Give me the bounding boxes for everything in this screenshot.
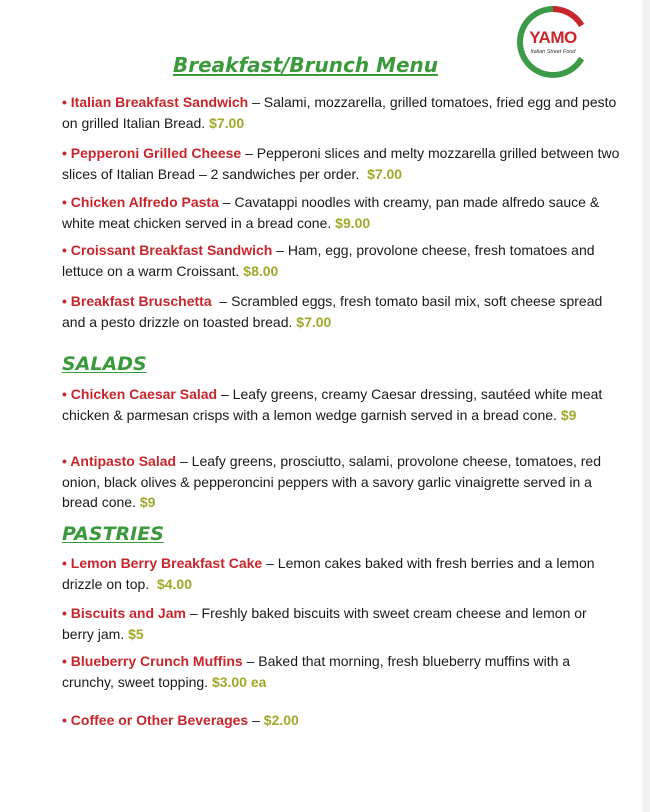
item-name: Lemon Berry Breakfast Cake xyxy=(70,555,263,571)
item-price: $9 xyxy=(139,494,156,510)
item-price: $2.00 xyxy=(263,712,299,728)
item-name: Italian Breakfast Sandwich xyxy=(70,94,249,110)
item-description: Lemon cakes baked with fresh berries and a lemon drizzle on top. xyxy=(62,555,595,592)
item-description: Pepperoni slices and melty mozzarella grilled between two slices of Italian Bread – 2 sandwiches per order. xyxy=(62,145,620,182)
pastries-heading: PASTRIES xyxy=(62,523,164,545)
item-price: $4.00 xyxy=(156,575,192,592)
menu-title: Breakfast/Brunch Menu xyxy=(173,53,439,77)
item-name: Blueberry Crunch Muffins xyxy=(70,653,243,669)
item-description: Salami, mozzarella, grilled tomatoes, fried egg and pesto on grilled Italian Bread. xyxy=(62,94,617,131)
menu-item: • Antipasto Salad – Leafy greens, prosciutto, salami, provolone cheese, tomatoes, red onion, black olives & pepperoncini peppers with a savory garlic vinaigrette served in a bread cone. $9 xyxy=(62,453,601,510)
page-edge xyxy=(642,0,650,812)
yamo-logo xyxy=(517,6,589,78)
item-name: Antipasto Salad xyxy=(70,453,177,469)
item-name: Breakfast Bruschetta xyxy=(70,293,212,309)
menu-item: • Croissant Breakfast Sandwich – Ham, egg, provolone cheese, fresh tomatoes and lettuce on a warm Croissant. $8.00 xyxy=(62,242,595,279)
menu-item: • Lemon Berry Breakfast Cake – Lemon cakes baked with fresh berries and a lemon drizzle on top. $4.00 xyxy=(62,555,595,592)
item-name: Coffee or Other Beverages xyxy=(70,712,249,728)
item-name: Pepperoni Grilled Cheese xyxy=(70,145,242,161)
item-description: Leafy greens, prosciutto, salami, provolone cheese, tomatoes, red onion, black olives & pepperoncini peppers with a savory garlic vinaigrette served in a bread cone. xyxy=(62,453,601,510)
item-price: $5 xyxy=(128,625,144,642)
item-price: $9 xyxy=(560,406,577,423)
logo-badge xyxy=(523,12,583,72)
item-name: Chicken Alfredo Pasta xyxy=(70,194,219,210)
item-name: Chicken Caesar Salad xyxy=(70,386,218,402)
item-price: $7.00 xyxy=(296,313,332,330)
menu-item: • Chicken Alfredo Pasta – Cavatappi noodles with creamy, pan made alfredo sauce & white meat chicken served in a bread cone. $9.00 xyxy=(62,194,600,231)
menu-item: • Blueberry Crunch Muffins – Baked that morning, fresh blueberry muffins with a crunchy, sweet topping. $3.00 ea xyxy=(62,653,571,690)
item-price: $7.00 xyxy=(209,114,245,131)
item-description: Freshly baked biscuits with sweet cream cheese and lemon or berry jam. xyxy=(62,605,587,642)
item-name: Biscuits and Jam xyxy=(70,605,186,621)
item-description: Cavatappi noodles with creamy, pan made alfredo sauce & white meat chicken served in a bread cone. xyxy=(62,194,600,231)
item-description: Scrambled eggs, fresh tomato basil mix, soft cheese spread and a pesto drizzle on toasted bread. xyxy=(62,293,603,330)
menu-item: • Biscuits and Jam – Freshly baked biscuits with sweet cream cheese and lemon or berry jam. $5 xyxy=(62,605,587,642)
menu-item-beverages: • Coffee or Other Beverages – $2.00 xyxy=(62,712,299,728)
item-price: $8.00 xyxy=(243,262,279,279)
item-description: Leafy greens, creamy Caesar dressing, sautéed white meat chicken & parmesan crisps with a lemon wedge garnish served in a bread cone. xyxy=(62,386,603,423)
salads-heading: SALADS xyxy=(62,353,147,375)
menu-item: • Chicken Caesar Salad – Leafy greens, creamy Caesar dressing, sautéed white meat chicken & parmesan crisps with a lemon wedge garnish served in a bread cone. $9 xyxy=(62,386,603,423)
item-description: Baked that morning, fresh blueberry muffins with a crunchy, sweet topping. xyxy=(62,653,571,690)
item-price: $7.00 xyxy=(367,165,403,182)
menu-item: • Breakfast Bruschetta – Scrambled eggs, fresh tomato basil mix, soft cheese spread and a pesto drizzle on toasted bread. $7.00 xyxy=(62,293,603,330)
menu-item: • Italian Breakfast Sandwich – Salami, mozzarella, grilled tomatoes, fried egg and pesto on grilled Italian Bread. $7.00 xyxy=(62,94,617,131)
logo-name: YAMO xyxy=(529,28,577,47)
item-name: Croissant Breakfast Sandwich xyxy=(70,242,273,258)
logo-tagline: Italian Street Food xyxy=(530,49,576,55)
item-description: Ham, egg, provolone cheese, fresh tomatoes and lettuce on a warm Croissant. xyxy=(62,242,595,279)
item-price: $9.00 xyxy=(335,214,371,231)
menu-item: • Pepperoni Grilled Cheese – Pepperoni slices and melty mozzarella grilled between two slices of Italian Bread – 2 sandwiches per order. $7.00 xyxy=(62,145,620,182)
item-price: $3.00 ea xyxy=(211,673,267,690)
